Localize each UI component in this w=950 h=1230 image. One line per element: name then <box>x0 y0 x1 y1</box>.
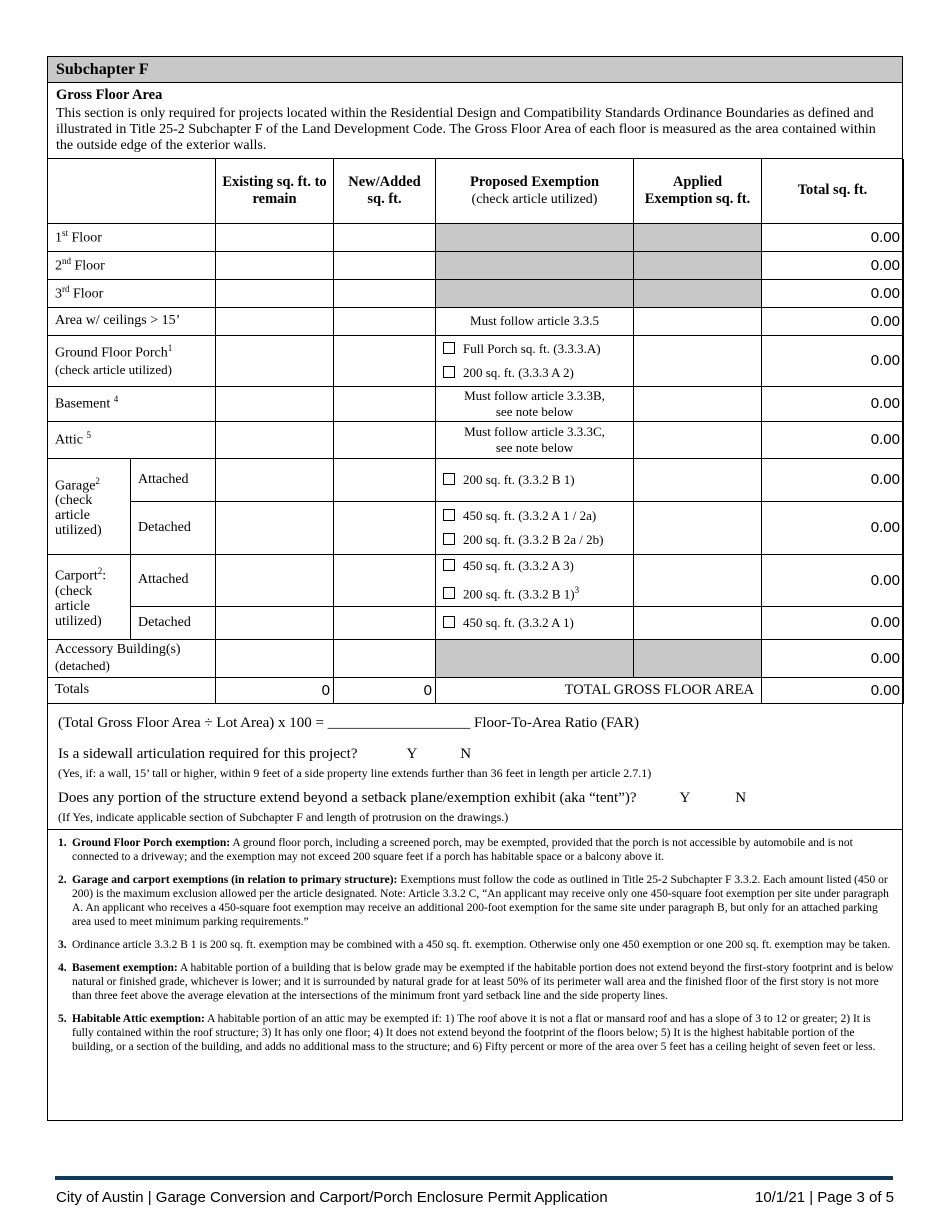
footnote: 4. Basement exemption: A habitable portion of a building that is below grade may be exempted if the habitable portion does not extend beyond the first-story footprint and is below natural or finished grade, whichever is lower; and it is surrounded by natural grade for at least 50% of its perimeter wall area and the finished floor of the first story is not more than three feet above the average elevation at the intersections of the minimum front yard setback line and the side property lines. <box>58 961 894 1002</box>
new-added-input[interactable] <box>334 251 436 279</box>
total-value: 0.00 <box>762 501 904 554</box>
existing-input[interactable] <box>216 223 334 251</box>
new-added-input[interactable] <box>334 335 436 386</box>
exemption-options: 450 sq. ft. (3.3.2 A 1) <box>436 606 634 639</box>
row-totals <box>48 677 904 703</box>
new-added-input[interactable] <box>334 421 436 458</box>
applied-input[interactable] <box>634 606 762 639</box>
total-value: 0.00 <box>762 279 904 307</box>
row-carport-detached <box>48 606 904 639</box>
footer-right: 10/1/21 | Page 3 of 5 <box>754 1189 894 1206</box>
intro-title: Gross Floor Area <box>56 87 163 103</box>
existing-input[interactable] <box>216 307 334 335</box>
row-2nd-floor <box>48 251 904 279</box>
col-proposed-sub: (check article utilized) <box>471 191 598 207</box>
existing-total: 0 <box>216 677 334 703</box>
proposed-shaded <box>436 279 634 307</box>
row-label: Ground Floor Porch$^1$ (check article utilized) <box>48 335 216 386</box>
total-value: 0.00 <box>762 223 904 251</box>
carport-label: Carport$^2$: (check article utilized) <box>48 554 131 639</box>
row-label: 3rd Floor <box>48 279 216 307</box>
row-label: Area w/ ceilings > 15’ <box>48 307 216 335</box>
exemption-options: 450 sq. ft. (3.3.2 A 1 / 2a) 200 sq. ft. (3.3.2 B 2a / 2b) <box>436 501 634 554</box>
existing-input[interactable] <box>216 606 334 639</box>
existing-input[interactable] <box>216 639 334 677</box>
sidewall-note: (Yes, if: a wall, 15’ tall or higher, within 9 feet of a side property line extends further than 36 feet in length per article 2.7.1) <box>58 765 652 780</box>
new-added-input[interactable] <box>334 458 436 501</box>
row-accessory <box>48 639 904 677</box>
row-label: Totals <box>48 677 216 703</box>
header-row <box>48 159 904 223</box>
applied-input[interactable] <box>634 554 762 606</box>
full-porch-checkbox[interactable] <box>443 342 455 354</box>
applied-input[interactable] <box>634 386 762 421</box>
total-value: 0.00 <box>762 335 904 386</box>
applied-input[interactable] <box>634 335 762 386</box>
setback-yes[interactable]: Y <box>679 789 690 806</box>
row-garage-detached <box>48 501 904 554</box>
footnote: 3. Ordinance article 3.3.2 B 1 is 200 sq. ft. exemption may be combined with a 450 sq. ft. exemption. Otherwise only one 450 exemption or one 200 sq. ft. exemption may be taken. <box>58 938 891 951</box>
existing-input[interactable] <box>216 279 334 307</box>
new-added-input[interactable] <box>334 606 436 639</box>
new-added-input[interactable] <box>334 223 436 251</box>
sidewall-yes[interactable]: Y <box>406 745 417 762</box>
applied-input[interactable] <box>634 307 762 335</box>
footnote: 1. Ground Floor Porch exemption: A ground floor porch, including a screened porch, may be exempted, provided that the porch is not accessible by automobile and is not connected to a driveway; and the exemption may not exceed 200 square feet if a porch has habitable space or a balcony above it. <box>58 836 853 863</box>
row-sublabel: (check article utilized) <box>55 361 172 377</box>
total-value: 0.00 <box>762 639 904 677</box>
garage-detached-450-checkbox[interactable] <box>443 509 455 521</box>
row-label: Basement $^4$ <box>48 386 216 421</box>
gross-floor-area-label: TOTAL GROSS FLOOR AREA <box>436 677 762 703</box>
row-1st-floor <box>48 223 904 251</box>
sidewall-question: Is a sidewall articulation required for this project? Y N <box>58 745 472 762</box>
row-sublabel: (detached) <box>55 658 110 673</box>
intro-block <box>48 83 902 159</box>
exemption-text: Must follow article 3.3.3B, see note below <box>436 386 634 421</box>
col-proposed <box>436 159 634 223</box>
row-ceilings <box>48 307 904 335</box>
row-label: Attic $^5$ <box>48 421 216 458</box>
proposed-shaded <box>436 639 634 677</box>
row-3rd-floor <box>48 279 904 307</box>
col-new-added: New/Added sq. ft. <box>334 159 436 223</box>
row-porch <box>48 335 904 386</box>
col-total: Total sq. ft. <box>762 159 904 223</box>
applied-input[interactable] <box>634 458 762 501</box>
carport-detached-450-checkbox[interactable] <box>443 616 455 628</box>
attached-label: Attached <box>131 458 216 501</box>
setback-question: Does any portion of the structure extend beyond a setback plane/exemption exhibit (aka “tent”)? Y N <box>58 789 747 806</box>
footer-divider <box>55 1176 893 1180</box>
garage-attached-200-checkbox[interactable] <box>443 473 455 485</box>
exemption-options: 450 sq. ft. (3.3.2 A 3) 200 sq. ft. (3.3.2 B 1)$^3$ <box>436 554 634 606</box>
gross-floor-area-table <box>47 159 904 704</box>
applied-shaded <box>634 223 762 251</box>
existing-input[interactable] <box>216 501 334 554</box>
col-proposed-title: Proposed Exemption <box>469 173 600 190</box>
existing-input[interactable] <box>216 386 334 421</box>
proposed-shaded <box>436 251 634 279</box>
intro-text: This section is only required for projects located within the Residential Design and Compatibility Standards Ordinance Boundaries as defined and illustrated in Title 25-2 Subchapter F of the Land Development Code. The Gross Floor Area of each floor is measured as the area contained within the outside edge of the exterior walls. <box>56 106 876 153</box>
existing-input[interactable] <box>216 251 334 279</box>
carport-attached-200-checkbox[interactable] <box>443 587 455 599</box>
total-value: 0.00 <box>762 307 904 335</box>
total-value: 0.00 <box>762 386 904 421</box>
existing-input[interactable] <box>216 458 334 501</box>
row-label: Accessory Building(s) (detached) <box>48 639 216 677</box>
new-added-input[interactable] <box>334 554 436 606</box>
row-label: 2nd Floor <box>48 251 216 279</box>
exemption-text: Must follow article 3.3.5 <box>436 307 634 335</box>
applied-input[interactable] <box>634 421 762 458</box>
proposed-shaded <box>436 223 634 251</box>
total-value: 0.00 <box>762 458 904 501</box>
row-carport-attached <box>48 554 904 606</box>
new-added-input[interactable] <box>334 501 436 554</box>
detached-label: Detached <box>131 606 216 639</box>
exemption-options: 200 sq. ft. (3.3.2 B 1) <box>436 458 634 501</box>
row-attic <box>48 421 904 458</box>
footnotes <box>48 830 902 1054</box>
footnote: 2. Garage and carport exemptions (in relation to primary structure): Exemptions must follow the code as outlined in Title 25-2 Subchapter F 3.3.2. Each amount listed (450 or 200) is the maximum exclusion allowed per the article designated. Note: Article 3.3.2 C, “An applicant may receive only one 450-square foot exemption per site under paragraph A. An applicant who receives a 450-square foot exemption may receive an additional 200-foot exemption for the same site under paragraph B, but only for an attached parking area used to meet minimum parking requirements.” <box>58 873 889 928</box>
carport-attached-450-checkbox[interactable] <box>443 559 455 571</box>
setback-note: (If Yes, indicate applicable section of Subchapter F and length of protrusion on the drawings.) <box>58 809 509 824</box>
new-added-input[interactable] <box>334 639 436 677</box>
existing-input[interactable] <box>216 554 334 606</box>
gross-floor-area-total: 0.00 <box>762 677 904 703</box>
new-added-total: 0 <box>334 677 436 703</box>
garage-detached-200-checkbox[interactable] <box>443 533 455 545</box>
footer-left: City of Austin | Garage Conversion and Carport/Porch Enclosure Permit Application <box>56 1189 608 1206</box>
total-value: 0.00 <box>762 421 904 458</box>
exemption-options: Full Porch sq. ft. (3.3.3.A) 200 sq. ft. (3.3.3 A 2) <box>436 335 634 386</box>
col-existing: Existing sq. ft. to remain <box>216 159 334 223</box>
row-label: 1st Floor <box>48 223 216 251</box>
existing-input[interactable] <box>216 335 334 386</box>
row-basement <box>48 386 904 421</box>
applied-shaded <box>634 251 762 279</box>
applied-shaded <box>634 279 762 307</box>
existing-input[interactable] <box>216 421 334 458</box>
new-added-input[interactable] <box>334 386 436 421</box>
attached-label: Attached <box>131 554 216 606</box>
col-applied: Applied Exemption sq. ft. <box>634 159 762 223</box>
setback-no[interactable]: N <box>735 789 747 806</box>
section-header: Subchapter F <box>48 57 902 83</box>
new-added-input[interactable] <box>334 279 436 307</box>
footnote: 5. Habitable Attic exemption: A habitable portion of an attic may be exempted if: 1) The roof above it is not a flat or mansard roof and has a slope of 3 to 12 or greater; 2) It is fully contained within the roof structure; 3) It has only one floor; 4) It does not extend beyond the footprint of the floors below; 5) It is the highest habitable portion of the building, or a section of the building, and adds no additional mass to the structure; and 6) Fifty percent or more of the area over 5 feet has a ceiling height of seven feet or less. <box>58 1012 876 1053</box>
detached-label: Detached <box>131 501 216 554</box>
subchapter-f-form <box>47 56 903 1121</box>
applied-input[interactable] <box>634 501 762 554</box>
garage-label: Garage$^2$ (check article utilized) <box>48 458 131 554</box>
new-added-input[interactable] <box>334 307 436 335</box>
exemption-text: Must follow article 3.3.3C, see note below <box>436 421 634 458</box>
far-line: (Total Gross Floor Area ÷ Lot Area) x 100 = ___________________ Floor-To-Area Ratio (FAR) <box>58 714 640 731</box>
total-value: 0.00 <box>762 554 904 606</box>
page-footer <box>56 1189 894 1206</box>
porch-200-checkbox[interactable] <box>443 366 455 378</box>
applied-shaded <box>634 639 762 677</box>
total-value: 0.00 <box>762 251 904 279</box>
questions-block <box>48 704 902 830</box>
sidewall-no[interactable]: N <box>460 745 472 762</box>
row-garage-attached <box>48 458 904 501</box>
total-value: 0.00 <box>762 606 904 639</box>
